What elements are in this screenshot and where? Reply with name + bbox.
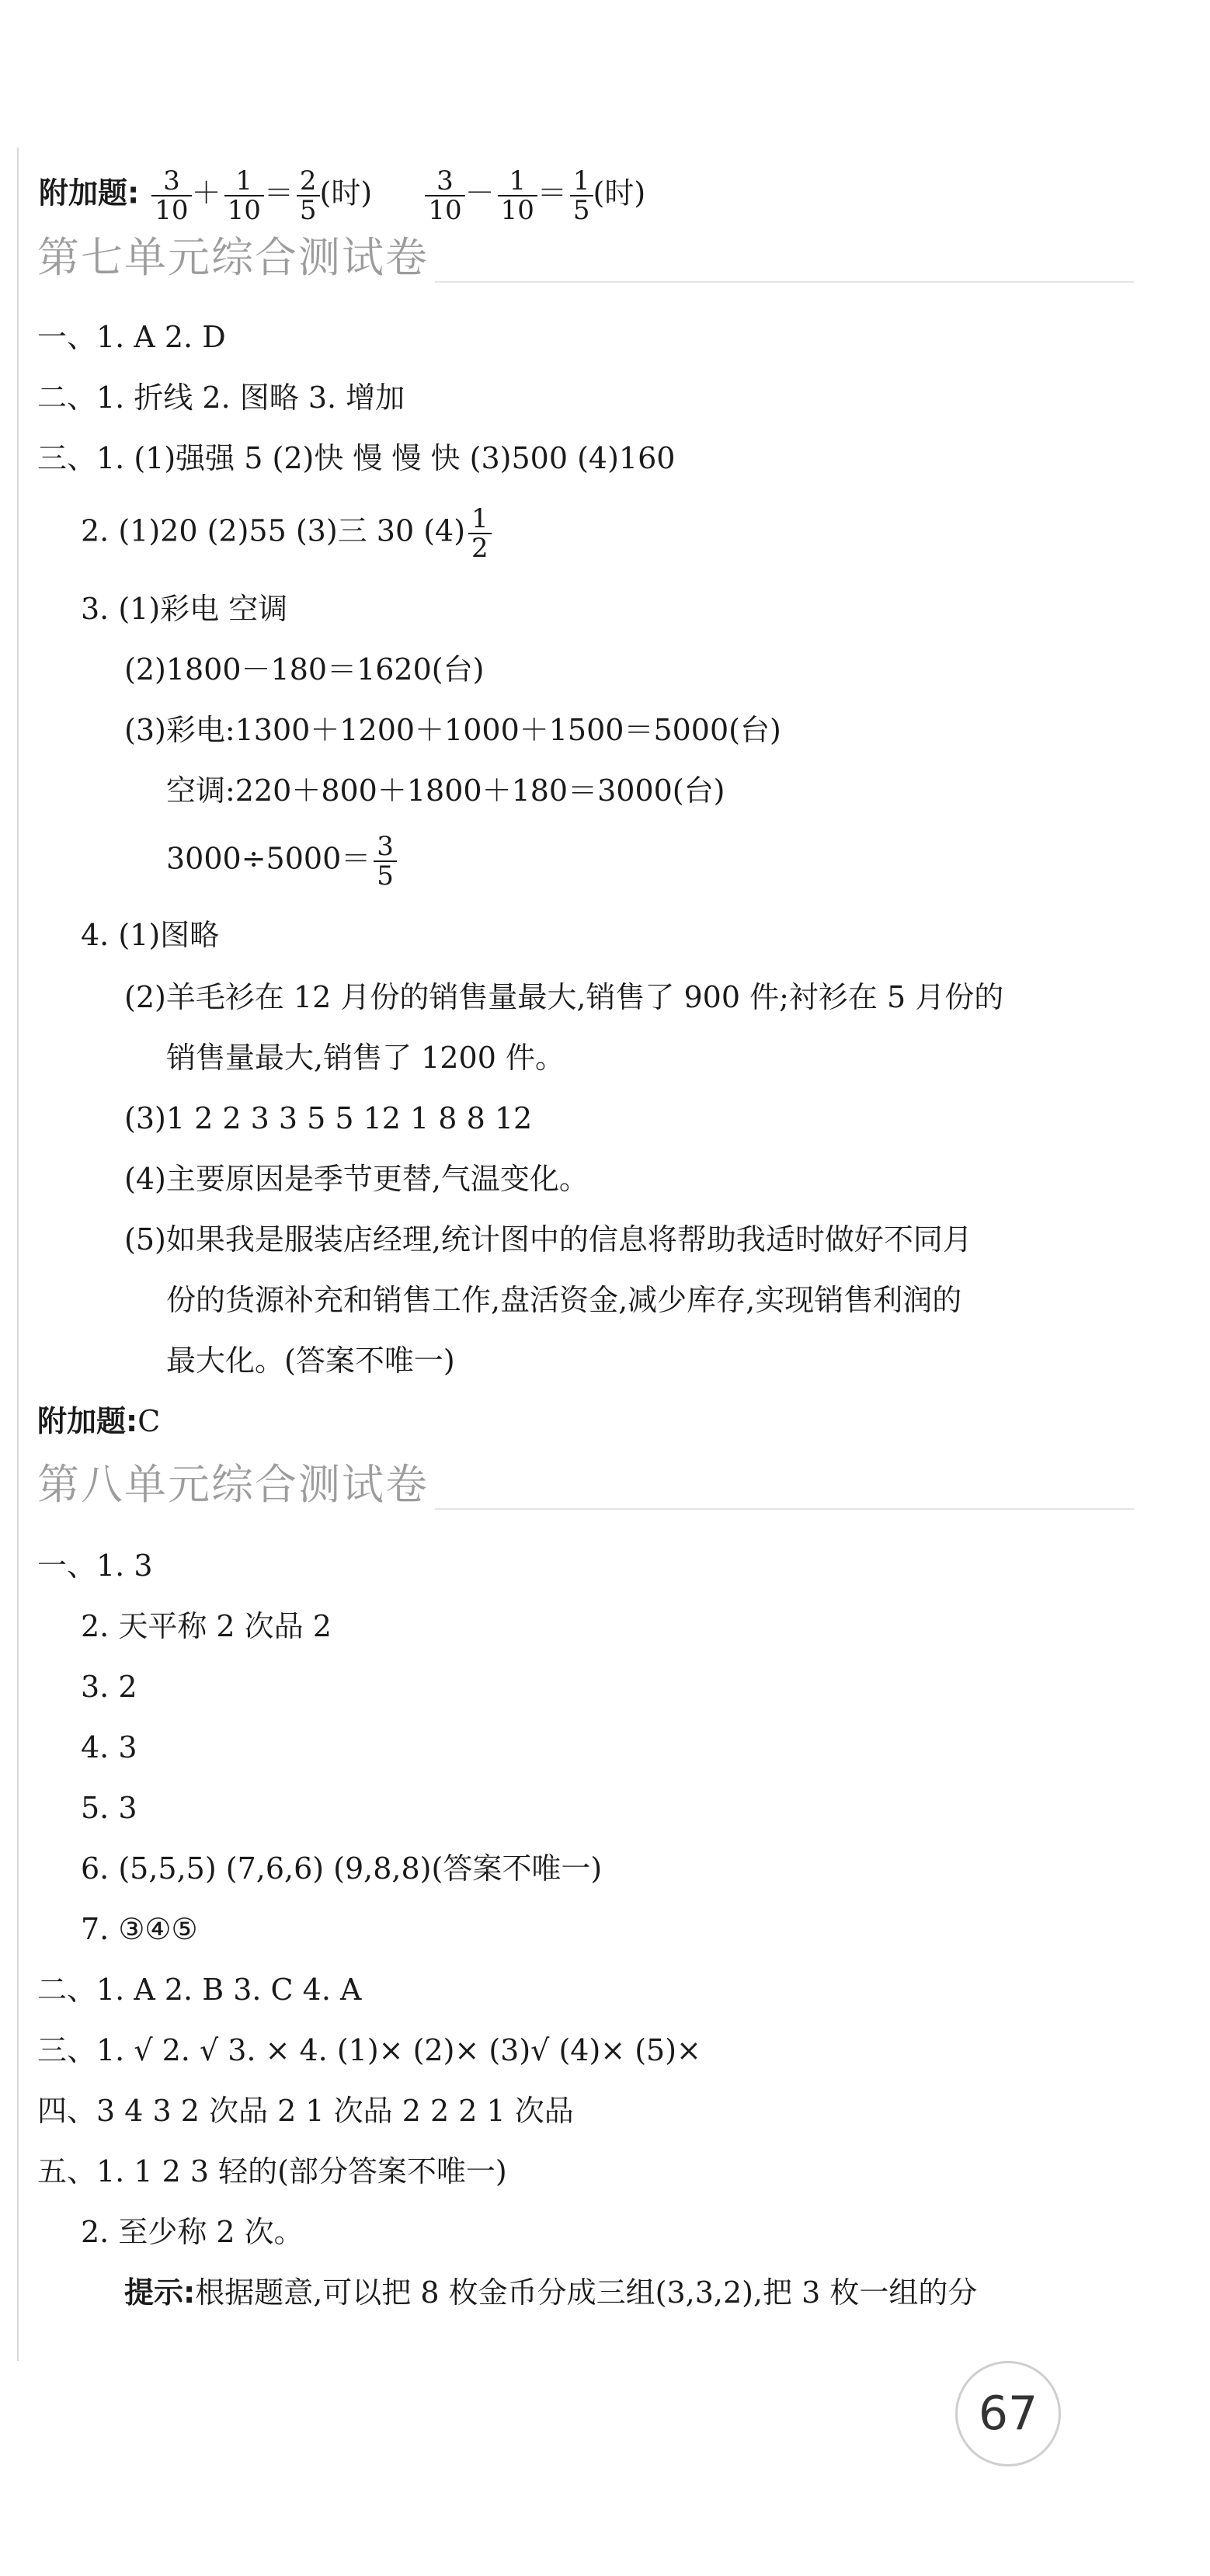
answer-line: 2. 至少称 2 次。	[81, 2215, 304, 2249]
answer-line: 4. 3	[81, 1730, 137, 1764]
answer-line: 5. 3	[81, 1791, 137, 1825]
bonus-line-2: 附加题:C	[37, 1404, 161, 1438]
answer-line: 4. (1)图略	[81, 918, 220, 952]
answer-line: 6. (5,5,5) (7,6,6) (9,8,8)(答案不唯一)	[81, 1851, 603, 1886]
answer-line: (3)1 2 2 3 3 5 5 12 1 8 8 12	[124, 1101, 533, 1135]
answer-line: 份的货源补充和销售工作,盘活资金,减少库存,实现销售利润的	[166, 1283, 962, 1317]
divider	[435, 1508, 1134, 1510]
answer-line: 最大化。(答案不唯一)	[166, 1344, 455, 1378]
section-title-unit7: 第七单元综合测试卷	[37, 233, 429, 282]
answer-line: 2. 天平称 2 次品 2	[81, 1609, 332, 1643]
bonus-line-1: 附加题: $\frac{3}{10}$ ＋ $\frac{1}{10}$ ＝ $\frac{2}{5}$ (时) $\frac{3}{10}$ － $\frac{1}{10}$ ＝ $\frac{1}{5}$ (时)	[39, 165, 646, 226]
fraction: $\frac{3}{5}$	[374, 833, 397, 890]
bonus-label: 附加题:	[39, 176, 140, 210]
answer-line: 空调:220＋800＋1800＋180＝3000(台)	[166, 773, 725, 808]
answer-line: 7. ③④⑤	[81, 1912, 198, 1946]
answer-line: 2. (1)20 (2)55 (3)三 30 (4) $\frac{1}{2}$	[81, 505, 492, 562]
answer-line: (4)主要原因是季节更替,气温变化。	[124, 1162, 589, 1196]
answer-line: 一、1. 3	[37, 1549, 153, 1583]
margin-line	[17, 148, 19, 2361]
answer-line: 三、1. √ 2. √ 3. × 4. (1)× (2)× (3)√ (4)× (5)×	[37, 2033, 701, 2067]
fraction: $\frac{1}{5}$	[570, 167, 593, 224]
divider	[435, 281, 1134, 283]
hint-line: 提示:根据题意,可以把 8 枚金币分成三组(3,3,2),把 3 枚一组的分	[124, 2275, 978, 2310]
fraction: $\frac{1}{2}$	[468, 505, 492, 562]
answer-line: (2)1800－180＝1620(台)	[124, 652, 485, 687]
fraction: $\frac{1}{10}$	[224, 167, 264, 224]
fraction: $\frac{2}{5}$	[297, 167, 320, 224]
page-number: 67	[955, 2361, 1061, 2466]
answer-line: 三、1. (1)强强 5 (2)快 慢 慢 快 (3)500 (4)160	[37, 441, 676, 475]
section-title-unit8: 第八单元综合测试卷	[37, 1460, 429, 1509]
answer-line: 四、3 4 3 2 次品 2 1 次品 2 2 2 1 次品	[37, 2094, 574, 2128]
answer-line: 销售量最大,销售了 1200 件。	[166, 1041, 565, 1075]
fraction: $\frac{1}{10}$	[498, 167, 537, 224]
answer-line: 3. 2	[81, 1670, 137, 1704]
answer-line: 3000÷5000＝ $\frac{3}{5}$	[166, 833, 397, 890]
fraction: $\frac{3}{10}$	[151, 167, 191, 224]
answer-line: 五、1. 1 2 3 轻的(部分答案不唯一)	[37, 2154, 507, 2188]
answer-line: 一、1. A 2. D	[37, 320, 226, 354]
answer-line: (3)彩电:1300＋1200＋1000＋1500＝5000(台)	[124, 713, 781, 747]
answer-line: (5)如果我是服装店经理,统计图中的信息将帮助我适时做好不同月	[124, 1222, 972, 1257]
answer-line: (2)羊毛衫在 12 月份的销售量最大,销售了 900 件;衬衫在 5 月份的	[124, 980, 1004, 1014]
answer-line: 3. (1)彩电 空调	[81, 592, 288, 626]
fraction: $\frac{3}{10}$	[425, 167, 464, 224]
answer-line: 二、1. A 2. B 3. C 4. A	[37, 1973, 362, 2007]
answer-line: 二、1. 折线 2. 图略 3. 增加	[37, 381, 405, 415]
